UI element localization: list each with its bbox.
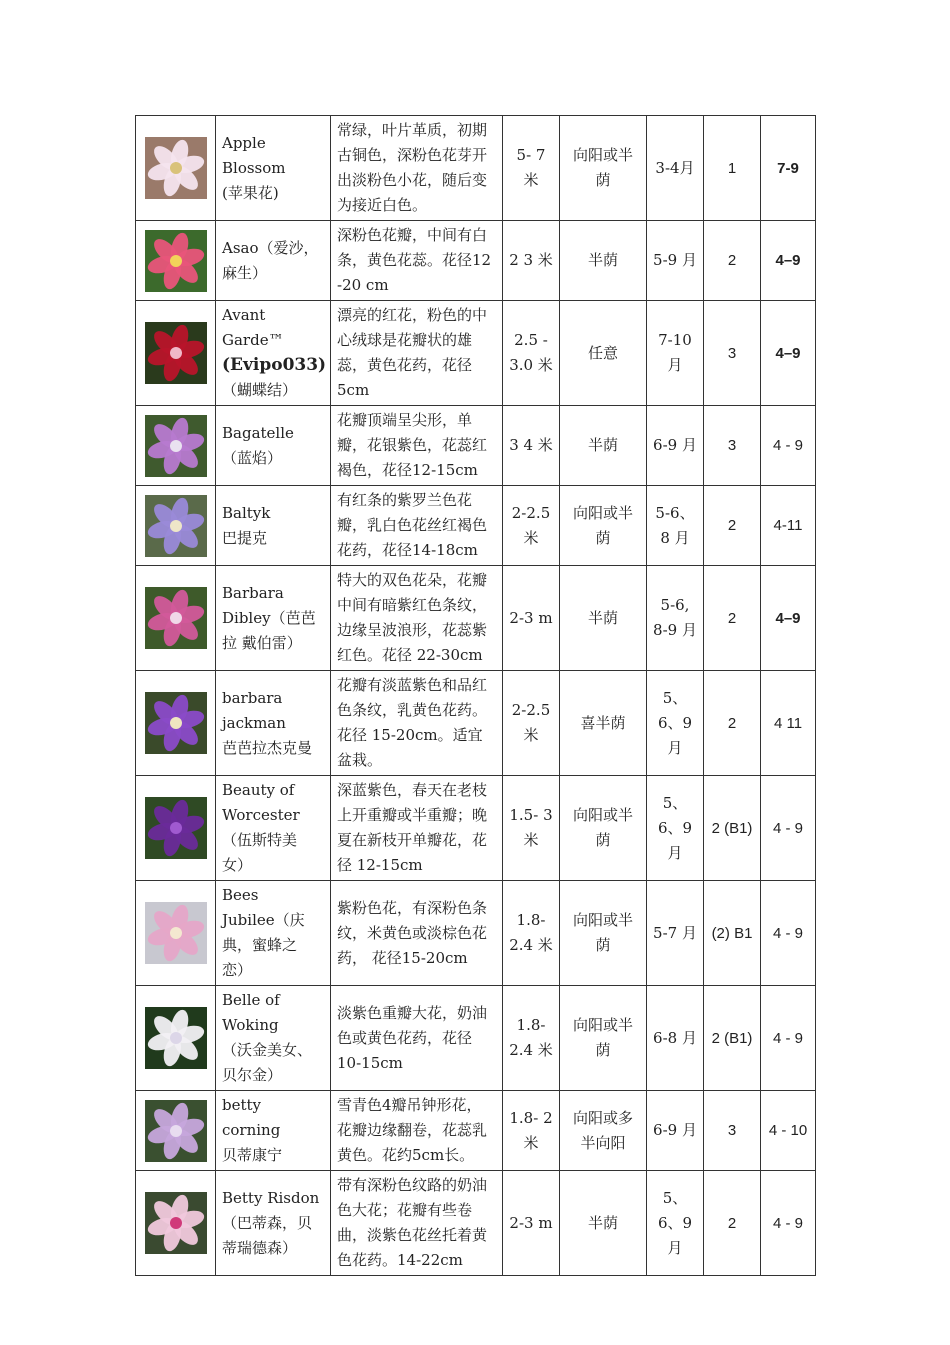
height-cell: 2-2.5 米 [503,486,560,566]
variety-name-line: Barbara [222,583,284,602]
photo-cell [136,986,216,1091]
description-cell: 带有深粉色纹路的奶油色大花；花瓣有些卷曲，淡紫色花丝托着黄色花药。14-22cm [331,1171,503,1276]
table-row [136,986,816,1091]
bloom-period-cell: 7-10 月 [647,301,704,406]
photo-cell [136,776,216,881]
table-row [136,1171,816,1276]
pruning-group-cell: 3 [704,1091,761,1171]
variety-name-line: betty corning [222,1096,281,1139]
pruning-group-cell: 2 [704,1171,761,1276]
photo-cell [136,671,216,776]
description-cell: 雪青色4瓣吊钟形花，花瓣边缘翻卷，花蕊乳黄色。花约5cm长。 [331,1091,503,1171]
bloom-period-cell: 6-9 月 [647,406,704,486]
variety-name-line: 典，蜜蜂之 [222,936,298,954]
variety-name-line: (Evipo033) [222,355,327,375]
flower-photo [142,495,209,557]
hardiness-zone-cell: 4 11 [761,671,816,776]
photo-cell [136,486,216,566]
photo-cell [136,221,216,301]
hardiness-zone-cell: 4–9 [761,566,816,671]
description-cell: 有红条的紫罗兰色花瓣，乳白色花丝红褐色花药，花径14-18cm [331,486,503,566]
height-cell: 1.8- 2.4 米 [503,986,560,1091]
description-cell: 深粉色花瓣，中间有白条，黄色花蕊。花径12 -20 cm [331,221,503,301]
variety-name-line: Bagatelle [222,423,294,442]
variety-name-line: Apple Blossom [222,133,286,177]
variety-name-line: 巴提克 [222,528,268,547]
table-row [136,881,816,986]
hardiness-zone-cell: 4 - 9 [761,776,816,881]
pruning-group-cell: 1 [704,116,761,221]
variety-name-line: Belle of Woking [222,991,280,1034]
pruning-group-cell: (2) B1 [704,881,761,986]
height-cell: 2-3 m [503,566,560,671]
hardiness-zone-cell: 4 - 10 [761,1091,816,1171]
light-cell: 向阳或多半向阳 [560,1091,647,1171]
variety-name-cell [216,881,331,986]
variety-name-line: 拉 戴伯雷） [222,633,302,652]
bloom-period-cell: 6-8 月 [647,986,704,1091]
variety-name-line: Asao（爱沙， [222,238,319,257]
pruning-group-cell: 2 [704,221,761,301]
variety-name-line: 芭芭拉杰克曼 [222,738,313,757]
photo-cell [136,566,216,671]
height-cell: 1.8- 2米 [503,1091,560,1171]
table-row [136,116,816,221]
photo-cell [136,1171,216,1276]
flower-photo [142,1192,209,1254]
height-cell: 1.8- 2.4 米 [503,881,560,986]
flower-photo [142,415,209,477]
variety-name-cell [216,1091,331,1171]
photo-cell [136,301,216,406]
photo-cell [136,116,216,221]
description-cell: 深蓝紫色，春天在老枝上开重瓣或半重瓣；晚夏在新枝开单瓣花，花径 12-15cm [331,776,503,881]
flower-photo [142,230,209,292]
variety-name-line: Worcester [222,806,300,824]
light-cell: 向阳或半荫 [560,986,647,1091]
description-cell: 花瓣顶端呈尖形，单瓣，花银紫色，花蕊红褐色，花径12-15cm [331,406,503,486]
table-row [136,301,816,406]
light-cell: 任意 [560,301,647,406]
table-row [136,566,816,671]
variety-name-line: Betty Risdon [222,1188,320,1207]
pruning-group-cell: 3 [704,406,761,486]
variety-name-cell [216,301,331,406]
photo-cell [136,1091,216,1171]
table-row [136,1091,816,1171]
pruning-group-cell: 2 [704,486,761,566]
variety-name-line: （巴蒂森，贝 [222,1213,313,1232]
height-cell: 5- 7 米 [503,116,560,221]
hardiness-zone-cell: 4–9 [761,221,816,301]
height-cell: 1.5- 3米 [503,776,560,881]
table-row [136,406,816,486]
pruning-group-cell: 3 [704,301,761,406]
variety-name-line: 贝尔金） [222,1066,283,1084]
bloom-period-cell: 5-9 月 [647,221,704,301]
description-cell: 漂亮的红花，粉色的中心绒球是花瓣状的雄蕊，黄色花药，花径 5cm [331,301,503,406]
flower-photo [142,587,209,649]
flower-photo [142,1100,209,1162]
variety-name-line: （蓝焰） [222,448,283,467]
hardiness-zone-cell: 7-9 [761,116,816,221]
variety-name-cell [216,1171,331,1276]
light-cell: 向阳或半荫 [560,486,647,566]
flower-photo [142,322,209,384]
photo-cell [136,406,216,486]
flower-photo [142,692,209,754]
variety-name-cell [216,486,331,566]
variety-name-cell [216,986,331,1091]
pruning-group-cell: 2 [704,671,761,776]
variety-name-line: 贝蒂康宁 [222,1146,283,1164]
height-cell: 3 4 米 [503,406,560,486]
variety-name-line: 麻生） [222,263,268,282]
height-cell: 2-3 m [503,1171,560,1276]
table-row [136,671,816,776]
variety-name-cell [216,776,331,881]
hardiness-zone-cell: 4 - 9 [761,1171,816,1276]
light-cell: 向阳或半荫 [560,776,647,881]
photo-cell [136,881,216,986]
variety-name-line: Avant Garde™ [222,306,284,349]
variety-name-line: Baltyk [222,503,271,522]
description-cell: 紫粉色花，有深粉色条纹，米黄色或淡棕色花药， 花径15-20cm [331,881,503,986]
variety-name-cell [216,221,331,301]
hardiness-zone-cell: 4-11 [761,486,816,566]
variety-name-cell [216,566,331,671]
description-cell: 花瓣有淡蓝紫色和品红色条纹，乳黄色花药。花径 15-20cm。适宜盆栽。 [331,671,503,776]
variety-name-line: （沃金美女、 [222,1041,313,1059]
flower-photo [142,902,209,964]
variety-name-line: 女） [222,856,253,874]
height-cell: 2.5 - 3.0 米 [503,301,560,406]
light-cell: 向阳或半荫 [560,116,647,221]
variety-name-cell [216,671,331,776]
variety-name-line: （伍斯特美 [222,831,298,849]
hardiness-zone-cell: 4 - 9 [761,881,816,986]
description-cell: 常绿，叶片革质，初期古铜色，深粉色花芽开出淡粉色小花，随后变为接近白色。 [331,116,503,221]
table-row [136,486,816,566]
height-cell: 2-2.5 米 [503,671,560,776]
variety-name-line: (苹果花) [222,183,279,202]
description-cell: 淡紫色重瓣大花，奶油色或黄色花药，花径 10-15cm [331,986,503,1091]
light-cell: 半荫 [560,221,647,301]
variety-name-line: （蝴蝶结） [222,381,298,399]
variety-name-line: Bees [222,886,259,904]
hardiness-zone-cell: 4–9 [761,301,816,406]
flower-photo [142,137,209,199]
variety-name-line: Jubilee（庆 [222,911,305,929]
table-row [136,221,816,301]
flower-photo [142,797,209,859]
variety-name-line: Dibley（芭芭 [222,608,316,627]
light-cell: 半荫 [560,406,647,486]
bloom-period-cell: 5-6, 8-9 月 [647,566,704,671]
bloom-period-cell: 5、6、9 月 [647,671,704,776]
light-cell: 半荫 [560,1171,647,1276]
bloom-period-cell: 6-9 月 [647,1091,704,1171]
pruning-group-cell: 2 [704,566,761,671]
bloom-period-cell: 5-6、8 月 [647,486,704,566]
description-cell: 特大的双色花朵，花瓣中间有暗紫红色条纹，边缘呈波浪形，花蕊紫红色。花径 22-30cm [331,566,503,671]
bloom-period-cell: 5、6、9月 [647,1171,704,1276]
flower-photo [142,1007,209,1069]
variety-name-line: 蒂瑞德森） [222,1238,298,1257]
pruning-group-cell: 2 (B1) [704,986,761,1091]
table-row [136,776,816,881]
variety-name-line: 恋） [222,961,253,979]
table-body [136,116,816,1276]
clematis-catalog-table [135,115,816,1276]
light-cell: 向阳或半荫 [560,881,647,986]
hardiness-zone-cell: 4 - 9 [761,406,816,486]
variety-name-cell [216,116,331,221]
variety-name-line: barbara jackman [222,688,286,732]
light-cell: 半荫 [560,566,647,671]
light-cell: 喜半荫 [560,671,647,776]
bloom-period-cell: 3-4月 [647,116,704,221]
pruning-group-cell: 2 (B1) [704,776,761,881]
variety-name-cell [216,406,331,486]
bloom-period-cell: 5、6、9月 [647,776,704,881]
variety-name-line: Beauty of [222,781,295,799]
bloom-period-cell: 5-7 月 [647,881,704,986]
hardiness-zone-cell: 4 - 9 [761,986,816,1091]
height-cell: 2 3 米 [503,221,560,301]
